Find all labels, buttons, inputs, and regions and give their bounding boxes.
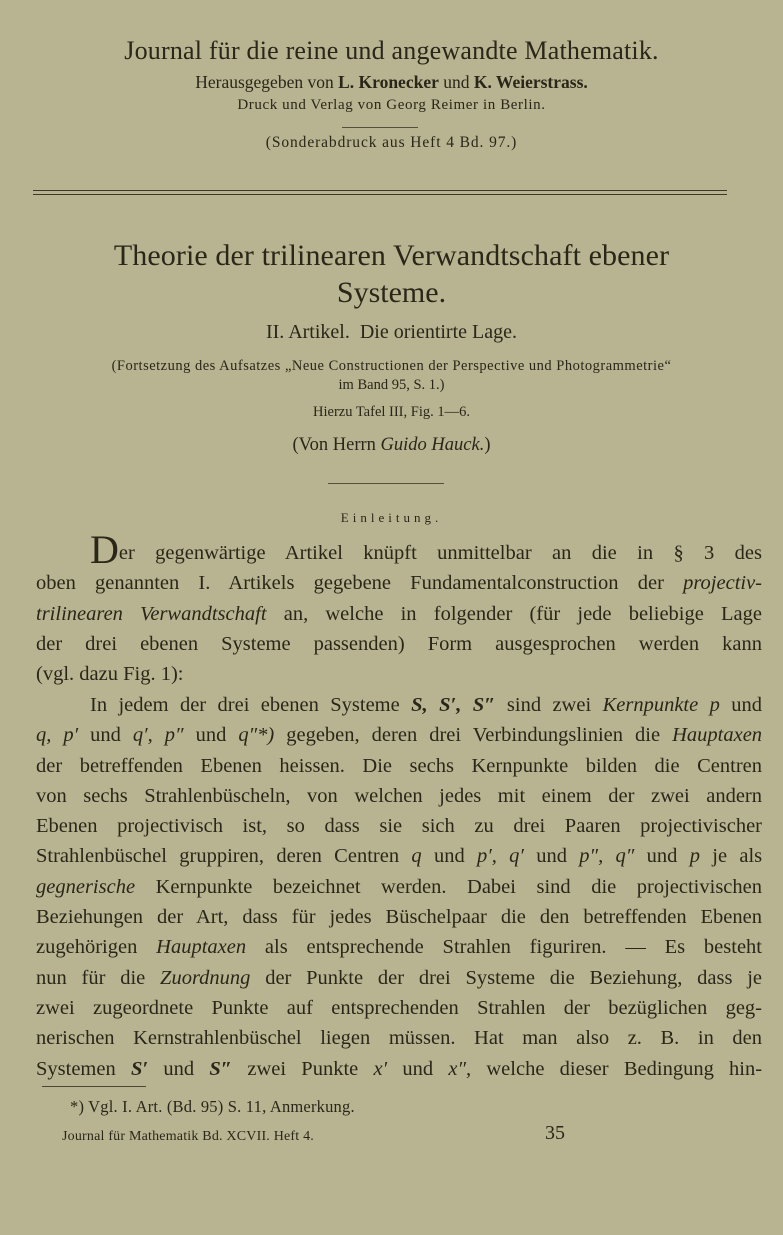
text-run: zugehörigen [36, 936, 138, 959]
text-run: oben genannten I. Artikels gegebene Fundamentalconstruction der [36, 572, 664, 595]
emphasis: gegnerische [36, 875, 136, 898]
symbol: q″*) [238, 724, 275, 747]
publisher-line: Druck und Verlag von Georg Reimer in Berlin. [237, 97, 546, 113]
emphasis: Hauptaxen [672, 724, 763, 747]
emphasis: Kernpunkte p [602, 694, 720, 716]
journal-title: Journal für die reine und angewandte Mathematik. [124, 36, 659, 65]
text-run: an, welche in folgender (für jede beliebige Lage [283, 602, 762, 625]
author-line [0, 435, 783, 456]
text-run: In jedem der drei ebenen Systeme [90, 694, 400, 716]
text-line [36, 599, 762, 629]
text-line: Beziehungen der Art, dass für jedes Büschelpaar die den betreffenden Ebenen [36, 906, 762, 929]
text-line: der drei ebenen Systeme passenden) Form ausgesprochen werden kann [36, 632, 762, 655]
text-run: je als [712, 845, 763, 868]
symbol: S′ [130, 1057, 149, 1080]
text-run: welche dieser Bedingung hin- [486, 1057, 763, 1080]
text-line: von sechs Strahlenbüscheln, von welchen jedes mit einem der zwei andern [36, 784, 762, 807]
footnote-divider [42, 1086, 146, 1087]
plate-reference: Hierzu Tafel III, Fig. 1—6. [313, 404, 470, 420]
author-prefix: (Von Herrn [292, 435, 376, 455]
offprint-note: (Sonderabdruck aus Heft 4 Bd. 97.) [265, 134, 518, 151]
drop-cap: D [90, 527, 119, 572]
text-run: und [90, 724, 121, 747]
emphasis: projectiv- [683, 572, 763, 595]
text-run: der Punkte der drei Systeme die Beziehung, dass je [265, 966, 763, 989]
symbol: q′, p″ [132, 724, 184, 747]
text-line [36, 932, 762, 962]
text-run: Strahlenbüschel gruppiren, deren Centren [36, 845, 400, 868]
text-line: zwei zugeordnete Punkte auf entsprechenden Strahlen der bezüglichen geg- [36, 996, 762, 1019]
text-run: und [536, 845, 567, 868]
text-run: und [433, 845, 465, 868]
editor-weierstrass: K. Weierstrass. [473, 72, 588, 92]
continuation-note-line-1: (Fortsetzung des Aufsatzes „Neue Constructionen der Perspective und Photogrammetrie“ [111, 358, 672, 374]
text-run: und [163, 1057, 195, 1080]
editor-kronecker: L. Kronecker [338, 72, 439, 92]
double-rule-divider [33, 190, 727, 195]
text-run: Systemen [36, 1057, 116, 1080]
text-run: er gegenwärtige Artikel knüpft unmittelbar an die in § 3 des [118, 542, 762, 564]
continuation-note-line-2: im Band 95, S. 1.) [338, 377, 445, 393]
symbol: p [689, 845, 700, 868]
text-run: nun für die [36, 966, 146, 989]
editors-join: und [443, 72, 470, 92]
text-line [36, 872, 762, 902]
text-line [36, 841, 762, 871]
page-number: 35 [545, 1122, 565, 1144]
section-heading-einleitung: Einleitung. [340, 510, 443, 525]
article-title-line-2: Systeme. [336, 276, 447, 309]
section-divider [328, 483, 444, 484]
symbol: S, S′, S″ [411, 694, 496, 716]
masthead-divider [342, 127, 418, 128]
text-run: und [402, 1057, 434, 1080]
text-line [36, 963, 762, 993]
emphasis: trilinearen Verwandtschaft [36, 602, 267, 625]
author-suffix: ) [484, 435, 491, 455]
text-run: und [731, 694, 763, 716]
text-line [36, 690, 762, 720]
emphasis: Hauptaxen [156, 936, 247, 959]
footnote: *) Vgl. I. Art. (Bd. 95) S. 11, Anmerkung. [70, 1097, 355, 1116]
symbol: x′ [373, 1057, 388, 1080]
text-run: und [195, 724, 227, 747]
text-line: (vgl. dazu Fig. 1): [36, 663, 184, 686]
paragraph-2 [36, 690, 762, 1084]
text-line [36, 568, 762, 598]
text-line: nerischen Kernstrahlenbüschel liegen müssen. Hat man also z. B. in den [36, 1027, 762, 1050]
symbol: p′, q′ [477, 845, 524, 868]
symbol: q, p′ [36, 724, 79, 747]
symbol: q [411, 845, 422, 868]
text-run: Kernpunkte bezeichnet werden. Dabei sind die projectivischen [155, 875, 763, 898]
text-line [36, 720, 762, 750]
text-line [36, 527, 762, 572]
editors-prefix: Herausgegeben von [195, 72, 334, 92]
symbol: p″, q″ [579, 845, 635, 868]
symbol: S″ [209, 1057, 233, 1080]
text-run: und [646, 845, 678, 868]
editors-line [0, 72, 783, 93]
text-line: Ebenen projectivisch ist, so dass sie sich zu drei Paaren projectivischer [36, 815, 762, 838]
text-line [36, 1054, 762, 1084]
emphasis: Zuordnung [160, 966, 251, 989]
running-footer: Journal für Mathematik Bd. XCVII. Heft 4. [62, 1129, 314, 1144]
text-run: gegeben, deren drei Verbindungslinien die [286, 724, 661, 747]
author-name: Guido Hauck. [380, 435, 485, 455]
article-subtitle: II. Artikel. Die orientirte Lage. [265, 321, 517, 343]
text-run: als entsprechende Strahlen figuriren. — Es besteht [264, 936, 763, 959]
symbol: x″, [448, 1057, 472, 1080]
text-run: sind zwei [506, 694, 592, 716]
text-run: zwei Punkte [247, 1057, 359, 1080]
article-title-line-1: Theorie der trilinearen Verwandtschaft ebener [113, 239, 670, 272]
text-line: der betreffenden Ebenen heissen. Die sechs Kernpunkte bilden die Centren [36, 754, 762, 777]
paragraph-1 [36, 527, 763, 689]
